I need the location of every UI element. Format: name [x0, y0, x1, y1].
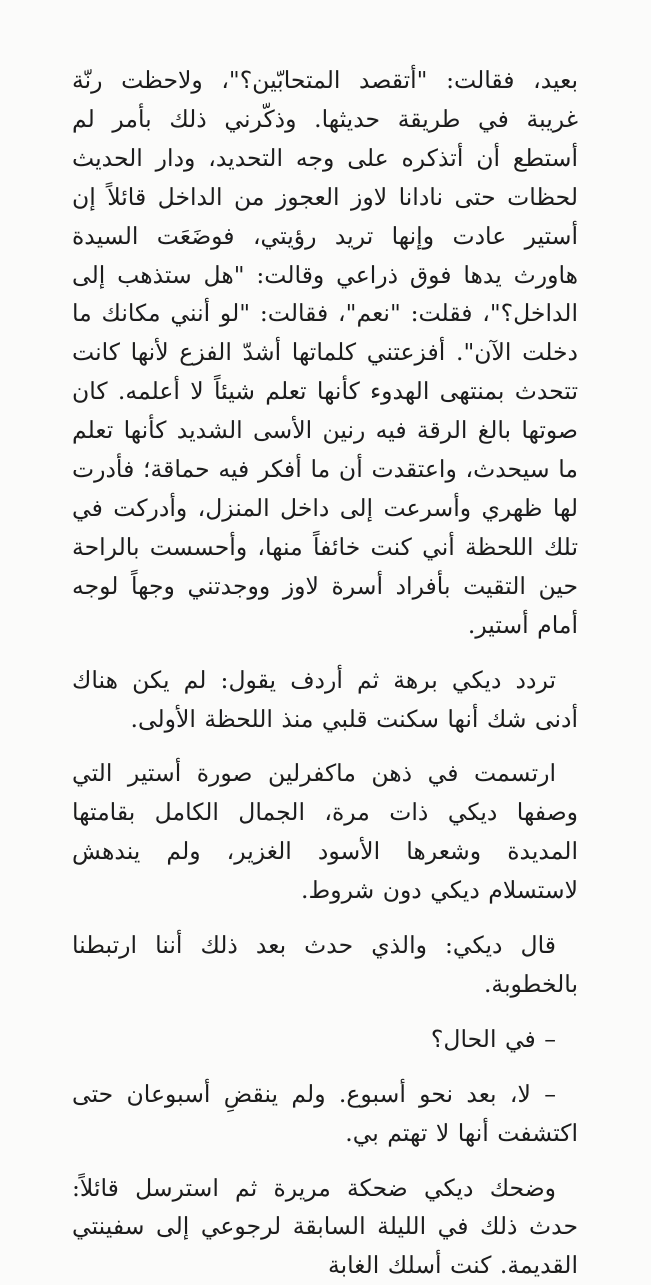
paragraph: – في الحال؟	[430, 1024, 556, 1053]
paragraph: – لا، بعد نحو أسبوع. ولم ينقضِ أسبوعان حتى اكتشفت أنها لا تهتم بي.	[72, 1079, 578, 1147]
paragraph: ارتسمت في ذهن ماكفرلين صورة أستير التي وصفها ديكي ذات مرة، الجمال الكامل بقامتها المديدة وشعرها الأسود الغزير، ولم يندهش لاستسلام ديكي دون شروط.	[72, 759, 578, 905]
paragraph: وضحك ديكي ضحكة مريرة ثم استرسل قائلاً: حدث ذلك في الليلة السابقة لرجوعي إلى سفينتي القديمة. كنت أسلك الغابة	[72, 1173, 578, 1280]
paragraph: بعيد، فقالت: "أتقصد المتحابّين؟"، ولاحظت رنّة غريبة في طريقة حديثها. وذكّرني ذلك بأمر لم أستطع أن أتذكره على وجه التحديد، ودار الحديث لحظات حتى نادانا لاوز العجوز من الداخل قائلاً إن أستير عادت وإنها تريد رؤيتي، فوضَعَت السيدة هاورث يدها فوق ذراعي وقالت: "هل ستذهب إلى الداخل؟"، فقلت: "نعم"، فقالت: "لو أنني مكانك ما دخلت الآن". أفزعتني كلماتها أشدّ الفزع لأنها كانت تتحدث بمنتهى الهدوء كأنها تعلم شيئاً لا أعلمه. كان صوتها بالغ الرقة فيه رنين الأسى الشديد كأنها تعلم ما سيحدث، واعتقدت أن ما أفكر فيه حماقة؛ فأدرت لها ظهري وأسرعت إلى داخل المنزل، وأدركت في تلك اللحظة أني كنت خائفاً منها، وأحسست بالراحة حين التقيت بأفراد أسرة لاوز ووجدتني وجهاً لوجه أمام أستير.	[72, 66, 578, 639]
paragraph: قال ديكي: والذي حدث بعد ذلك أننا ارتبطنا بالخطوبة.	[72, 931, 578, 998]
paragraph: تردد ديكي برهة ثم أردف يقول: لم يكن هناك أدنى شك أنها سكنت قلبي منذ اللحظة الأولى.	[72, 665, 578, 733]
